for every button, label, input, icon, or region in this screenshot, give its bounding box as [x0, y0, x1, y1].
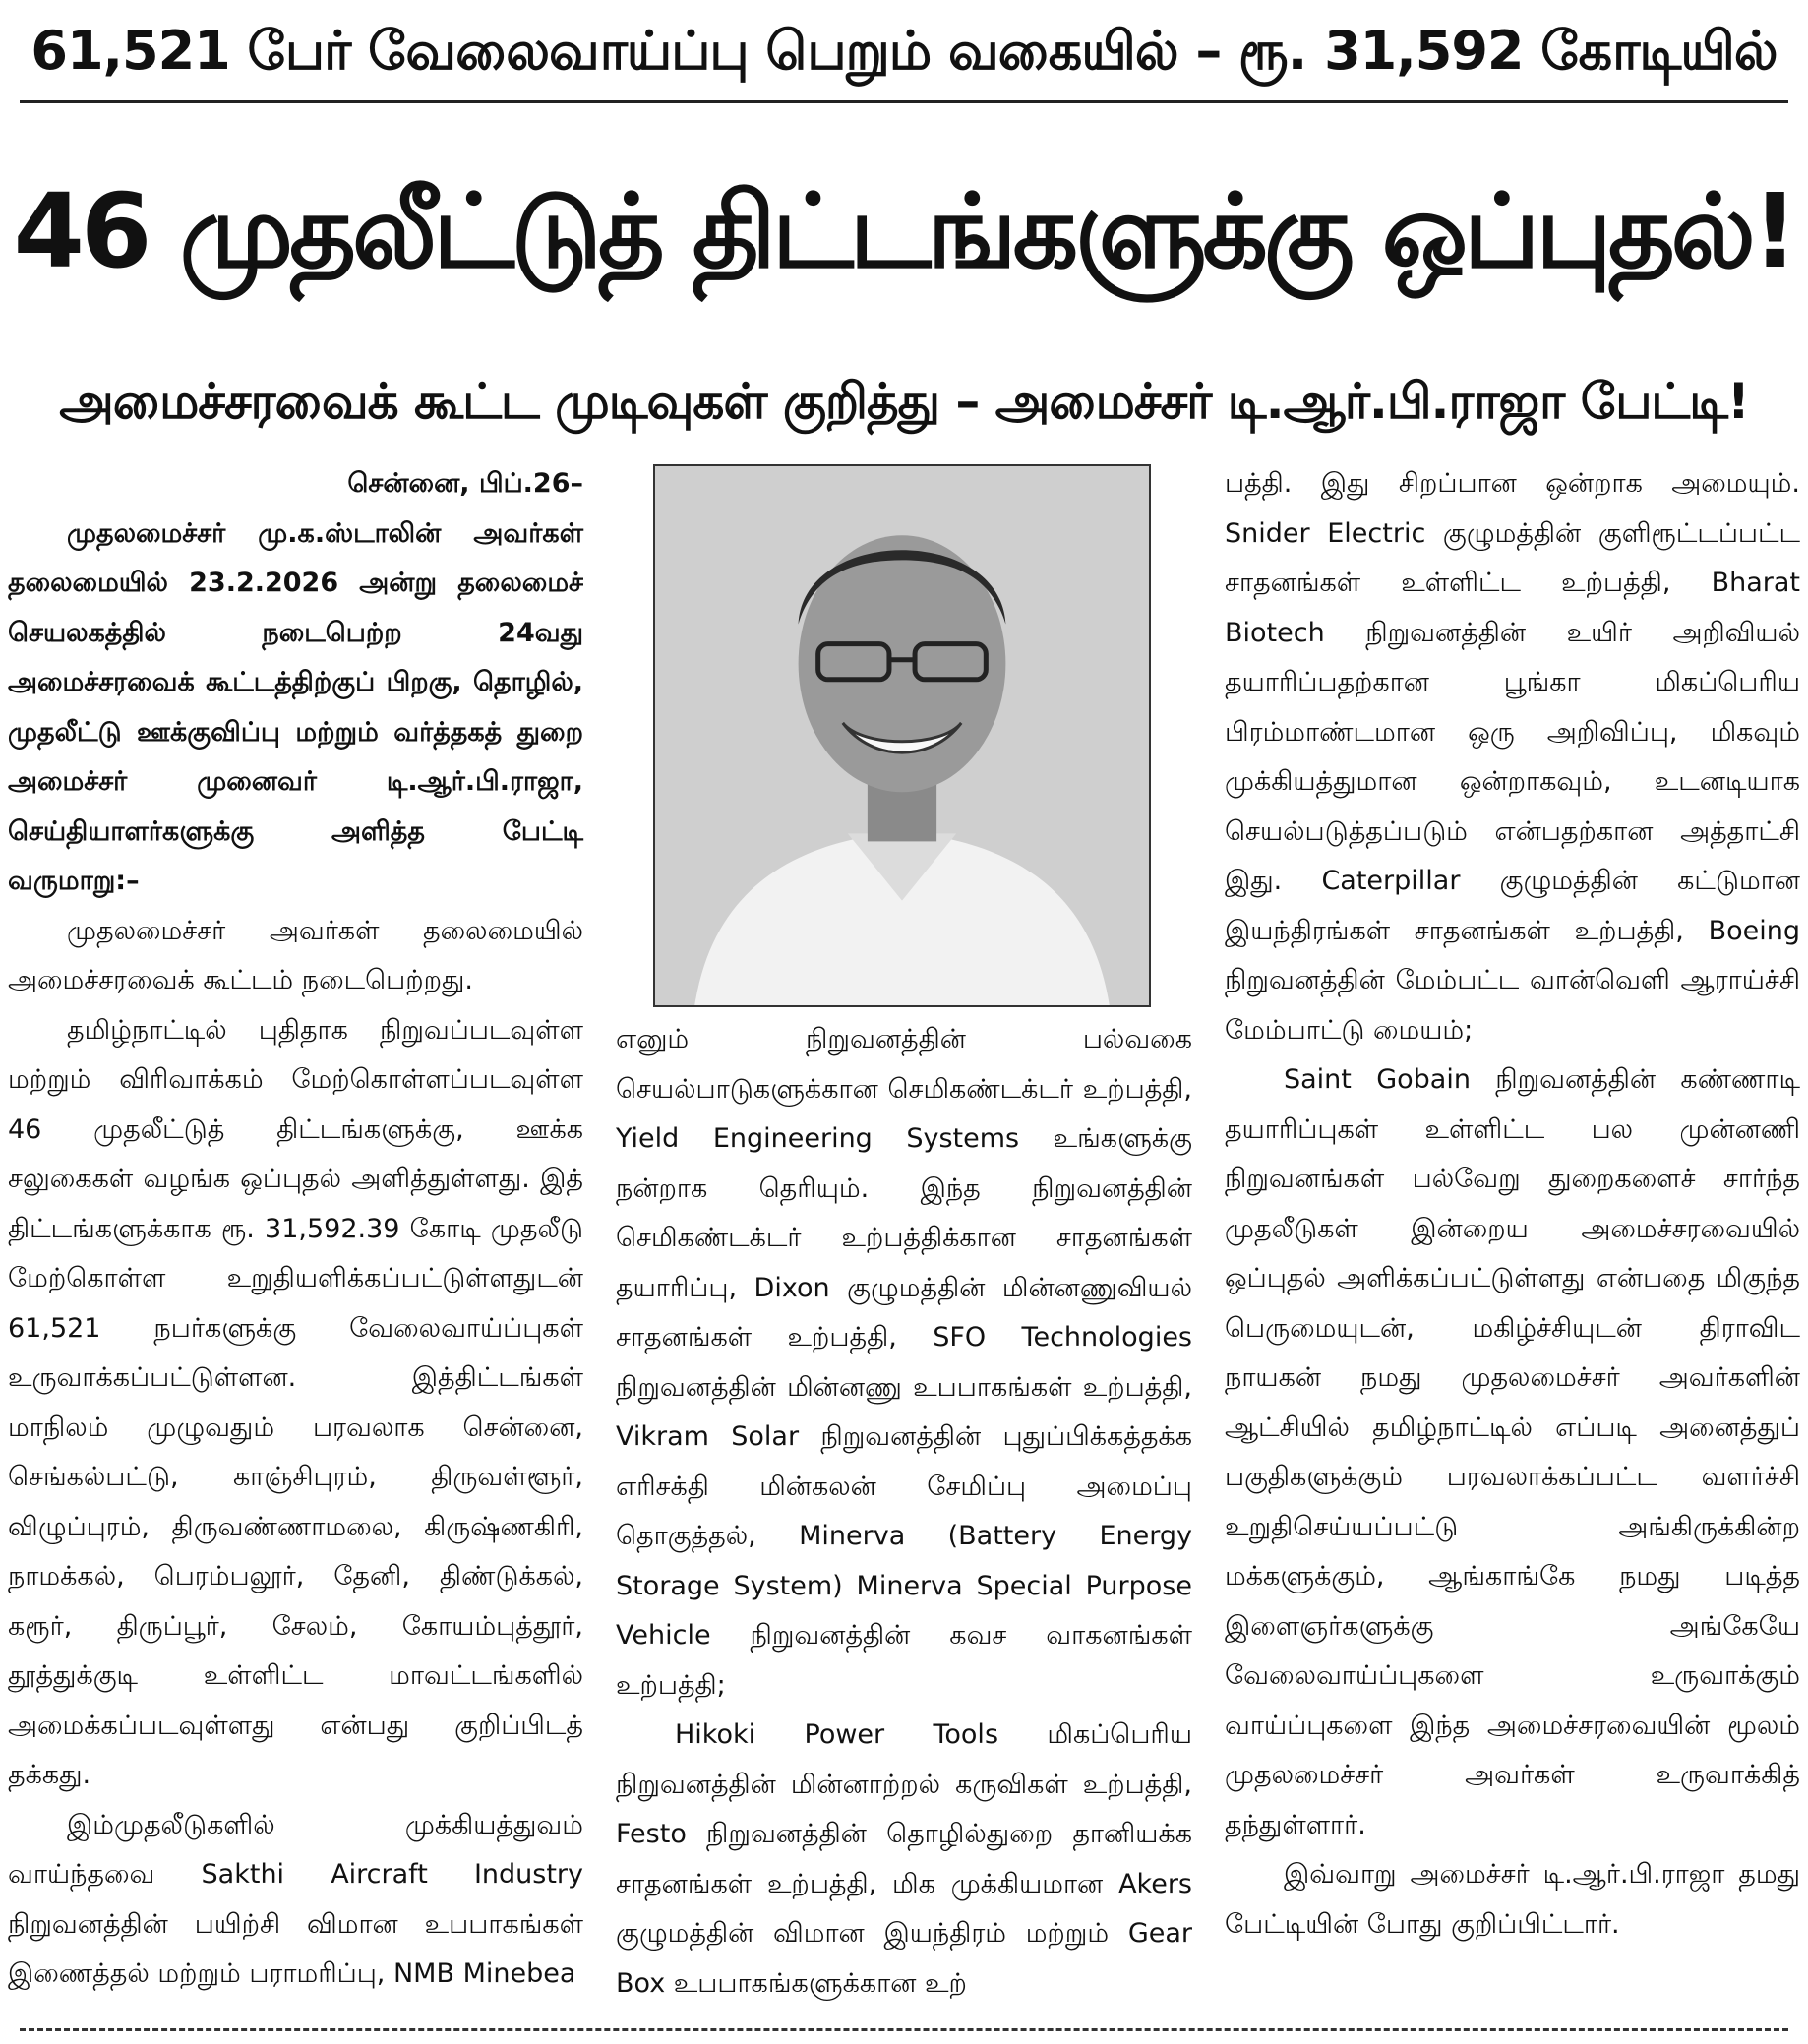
- bottom-dashed-rule: [20, 2028, 1788, 2031]
- article-column-3: [1225, 459, 1800, 2014]
- paragraph: இவ்வாறு அமைச்சர் டி.ஆர்.பி.ராஜா தமது பேட்டியின் போது குறிப்பிட்டார்.: [1225, 1859, 1800, 1940]
- paragraph: எனும் நிறுவனத்தின் பல்வகை செயல்பாடுகளுக்கான செமிகண்டக்டர் உற்பத்தி, Yield Engineering Systems உங்களுக்கு நன்றாக தெரியும். இந்த நிறுவனத்தின் செமிகண்டக்டர் உற்பத்திக்கான சாதனங்கள் தயாரிப்பு, Dixon குழுமத்தின் மின்னணுவியல் சாதனங்கள் உற்பத்தி, SFO Technologies நிறுவனத்தின் மின்னணு உபபாகங்கள் உற்பத்தி, Vikram Solar நிறுவனத்தின் புதுப்பிக்கத்தக்க எரிசக்தி மின்கலன் சேமிப்பு அமைப்பு தொகுத்தல், Minerva (Battery Energy Storage System) Minerva Special Purpose Vehicle நிறுவனத்தின் கவச வாகனங்கள் உற்பத்தி;: [616, 1024, 1192, 1701]
- minister-photo: [653, 464, 1151, 1007]
- headline-rule: [20, 100, 1788, 103]
- article-column-2: [616, 1015, 1192, 2018]
- paragraph: பத்தி. இது சிறப்பான ஒன்றாக அமையும். Snider Electric குழுமத்தின் குளிரூட்டப்பட்ட சாதனங்கள் உள்ளிட்ட உற்பத்தி, Bharat Biotech நிறுவனத்தின் உயிர் அறிவியல் தயாரிப்பதற்கான பூங்கா மிகப்பெரிய பிரம்மாண்டமான ஒரு அறிவிப்பு, மிகவும் முக்கியத்துமான ஒன்றாகவும், உடனடியாக செயல்படுத்தப்படும் என்பதற்கான அத்தாட்சி இது. Caterpillar குழுமத்தின் கட்டுமான இயந்திரங்கள் சாதனங்கள் உற்பத்தி, Boeing நிறுவனத்தின் மேம்பட்ட வான்வெளி ஆராய்ச்சி மேம்பாட்டு மையம்;: [1225, 468, 1800, 1046]
- dateline: சென்னை, பிப்.26–: [347, 468, 583, 499]
- article-column-1: [8, 459, 583, 2015]
- paragraph: Hikoki Power Tools மிகப்பெரிய நிறுவனத்தின் மின்னாற்றல் கருவிகள் உற்பத்தி, Festo நிறுவனத்தின் தொழில்துறை தானியக்க சாதனங்கள் உற்பத்தி, மிக முக்கியமான Akers குழுமத்தின் விமான இயந்திரம் மற்றும் Gear Box உபபாகங்களுக்கான உற்: [616, 1719, 1192, 1999]
- paragraph: முதலமைச்சர் அவர்கள் தலைமையில் அமைச்சரவைக் கூட்டம் நடைபெற்றது.: [8, 915, 583, 995]
- paragraph: தமிழ்நாட்டில் புதிதாக நிறுவப்படவுள்ள மற்றும் விரிவாக்கம் மேற்கொள்ளப்படவுள்ள 46 முதலீட்டுத் திட்டங்களுக்கு, ஊக்க சலுகைகள் வழங்க ஒப்புதல் அளித்துள்ளது. இத் திட்டங்களுக்காக ரூ. 31,592.39 கோடி முதலீடு மேற்கொள்ள உறுதியளிக்கப்பட்டுள்ளதுடன் 61,521 நபர்களுக்கு வேலைவாய்ப்புகள் உருவாக்கப்பட்டுள்ளன. இத்திட்டங்கள் மாநிலம் முழுவதும் பரவலாக சென்னை, செங்கல்பட்டு, காஞ்சிபுரம், திருவள்ளூர், விழுப்புரம், திருவண்ணாமலை, கிருஷ்ணகிரி, நாமக்கல், பெரம்பலூர், தேனி, திண்டுக்கல், கரூர், திருப்பூர், சேலம், கோயம்புத்தூர், தூத்துக்குடி உள்ளிட்ட மாவட்டங்களில் அமைக்கப்படவுள்ளது என்பது குறிப்பிடத் தக்கது.: [8, 1014, 583, 1790]
- kicker-headline: 61,521 பேர் வேலைவாய்ப்பு பெறும் வகையில் – ரூ. 31,592 கோடியில்: [30, 20, 1778, 82]
- lead-paragraph: முதலமைச்சர் மு.க.ஸ்டாலின் அவர்கள் தலைமையில் 23.2.2026 அன்று தலைமைச் செயலகத்தில் நடைபெற்ற 24வது அமைச்சரவைக் கூட்டத்திற்குப் பிறகு, தொழில், முதலீட்டு ஊக்குவிப்பு மற்றும் வர்த்தகத் துறை அமைச்சர் முனைவர் டி.ஆர்.பி.ராஜா, செய்தியாளர்களுக்கு அளித்த பேட்டி வருமாறு:–: [8, 517, 583, 896]
- paragraph: Saint Gobain நிறுவனத்தின் கண்ணாடி தயாரிப்புகள் உள்ளிட்ட பல முன்னணி நிறுவனங்கள் பல்வேறு துறைகளைச் சார்ந்த முதலீடுகள் இன்றைய அமைச்சரவையில் ஒப்புதல் அளிக்கப்பட்டுள்ளது என்பதை மிகுந்த பெருமையுடன், மகிழ்ச்சியுடன் திராவிட நாயகன் நமது முதலமைச்சர் அவர்களின் ஆட்சியில் தமிழ்நாட்டில் எப்படி அனைத்துப் பகுதிகளுக்கும் பரவலாக்கப்பட்ட வளர்ச்சி உறுதிசெய்யப்பட்டு அங்கிருக்கின்ற மக்களுக்கும், ஆங்காங்கே நமது படித்த இளைஞர்களுக்கு அங்கேயே வேலைவாய்ப்புகளை உருவாக்கும் வாய்ப்புகளை இந்த அமைச்சரவையின் மூலம் முதலமைச்சர் அவர்கள் உருவாக்கித் தந்துள்ளார்.: [1225, 1064, 1800, 1840]
- main-headline: 46 முதலீட்டுத் திட்டங்களுக்கு ஒப்புதல்!: [13, 171, 1795, 291]
- paragraph: இம்முதலீடுகளில் முக்கியத்துவம் வாய்ந்தவை Sakthi Aircraft Industry நிறுவனத்தின் பயிற்சி விமான உபபாகங்கள் இணைத்தல் மற்றும் பராமரிப்பு, NMB Minebea: [8, 1809, 583, 1989]
- person-portrait-icon: [655, 466, 1149, 1005]
- sub-headline: அமைச்சரவைக் கூட்ட முடிவுகள் குறித்து – அமைச்சர் டி.ஆர்.பி.ராஜா பேட்டி!: [59, 373, 1749, 430]
